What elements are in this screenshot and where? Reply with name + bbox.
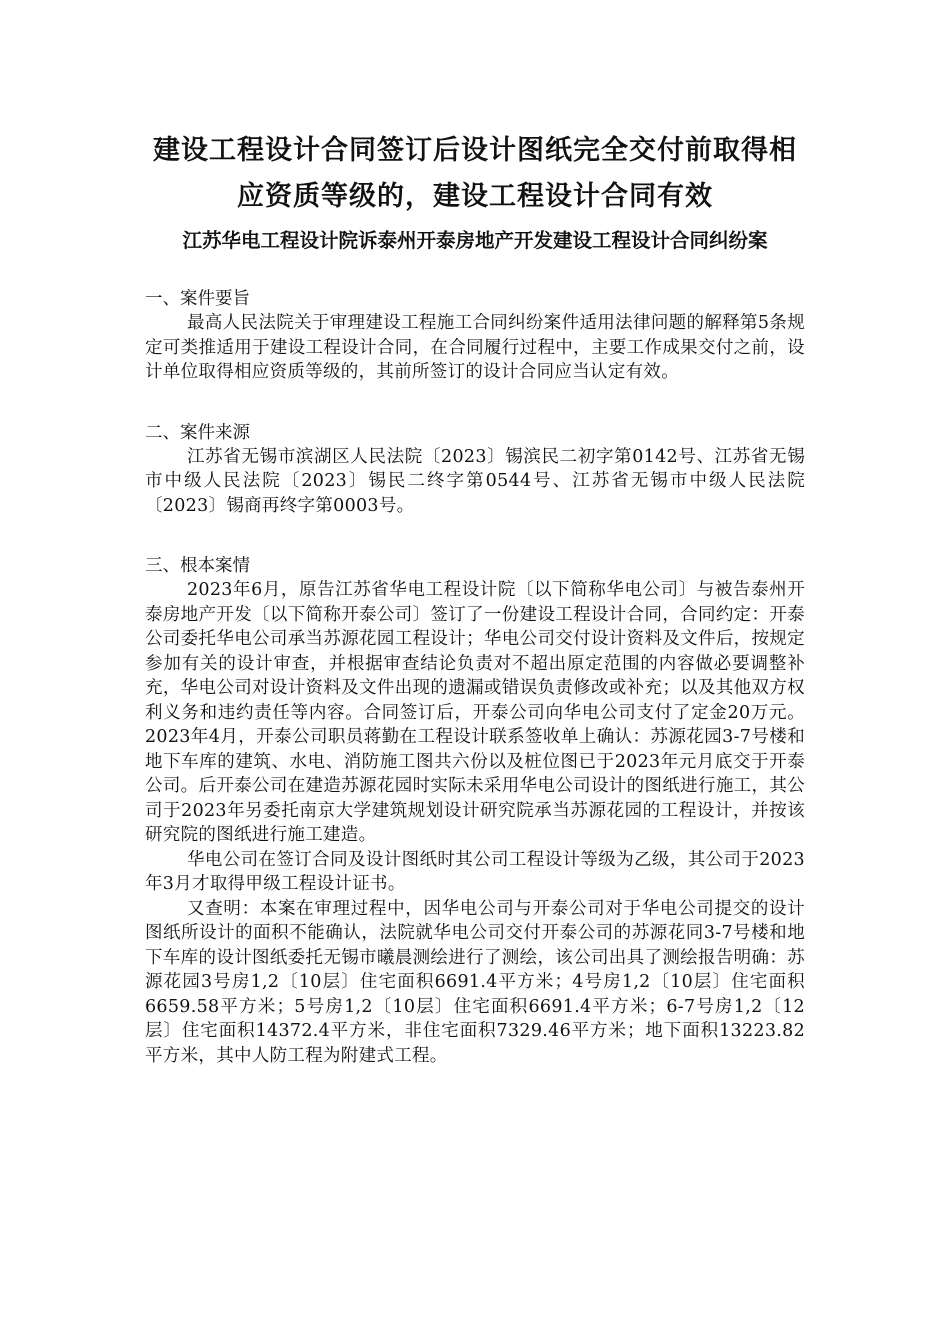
section-basic-facts (145, 554, 805, 1068)
section-heading: 一、案件要旨 (145, 289, 250, 309)
document-page (145, 128, 805, 1068)
section-case-source (145, 421, 805, 519)
paragraph: 华电公司在签订合同及设计图纸时其公司工程设计等级为乙级，其公司于2023年3月才取得甲级工程设计证书。 (145, 849, 805, 894)
paragraph: 2023年6月，原告江苏省华电工程设计院〔以下简称华电公司〕与被告泰州开泰房地产开发〔以下简称开泰公司〕签订了一份建设工程设计合同，合同约定：开泰公司委托华电公司承当苏源花园工程设计；华电公司交付设计资料及文件后，按规定参加有关的设计审查，并根据审查结论负责对不超出原定范围的内容做必要调整补充，华电公司对设计资料及文件出现的遗漏或错误负责修改或补充；以及其他双方权利义务和违约责任等内容。合同签订后，开泰公司向华电公司支付了定金20万元。2023年4月，开泰公司职员蒋勤在工程设计联系签收单上确认：苏源花园3-7号楼和地下车库的建筑、水电、消防施工图共六份以及桩位图已于2023年元月底交于开泰公司。后开泰公司在建造苏源花园时实际未采用华电公司设计的图纸进行施工，其公司于2023年另委托南京大学建筑规划设计研究院承当苏源花园的工程设计，并按该研究院的图纸进行施工建造。 (145, 580, 805, 845)
paragraph: 又查明：本案在审理过程中，因华电公司与开泰公司对于华电公司提交的设计图纸所设计的面积不能确认，法院就华电公司交付开泰公司的苏源花同3-7号楼和地下车库的设计图纸委托无锡市曦晨测绘进行了测绘，该公司出具了测绘报告明确：苏源花园3号房1,2〔10层〕住宅面积6691.4平方米；4号房1,2〔10层〕住宅面积6659.58平方米；5号房1,2〔10层〕住宅面积6691.4平方米；6-7号房1,2〔12层〕住宅面积14372.4平方米，非住宅面积7329.46平方米；地下面积13223.82平方米，其中人防工程为附建式工程。 (145, 898, 805, 1066)
paragraph: 江苏省无锡市滨湖区人民法院〔2023〕锡滨民二初字第0142号、江苏省无锡市中级人民法院〔2023〕锡民二终字第0544号、江苏省无锡市中级人民法院〔2023〕锡商再终字第0003号。 (145, 446, 805, 516)
document-subtitle: 江苏华电工程设计院诉泰州开泰房地产开发建设工程设计合同纠纷案 (182, 229, 768, 252)
paragraph: 最高人民法院关于审理建设工程施工合同纠纷案件适用法律问题的解释第5条规定可类推适用于建设工程设计合同，在合同履行过程中，主要工作成果交付之前，设计单位取得相应资质等级的，其前所签订的设计合同应当认定有效。 (145, 313, 805, 382)
section-case-summary (145, 287, 805, 385)
document-title: 建设工程设计合同签订后设计图纸完全交付前取得相应资质等级的，建设工程设计合同有效 (153, 135, 797, 212)
section-heading: 二、案件来源 (145, 422, 250, 443)
section-heading: 三、根本案情 (145, 556, 250, 576)
